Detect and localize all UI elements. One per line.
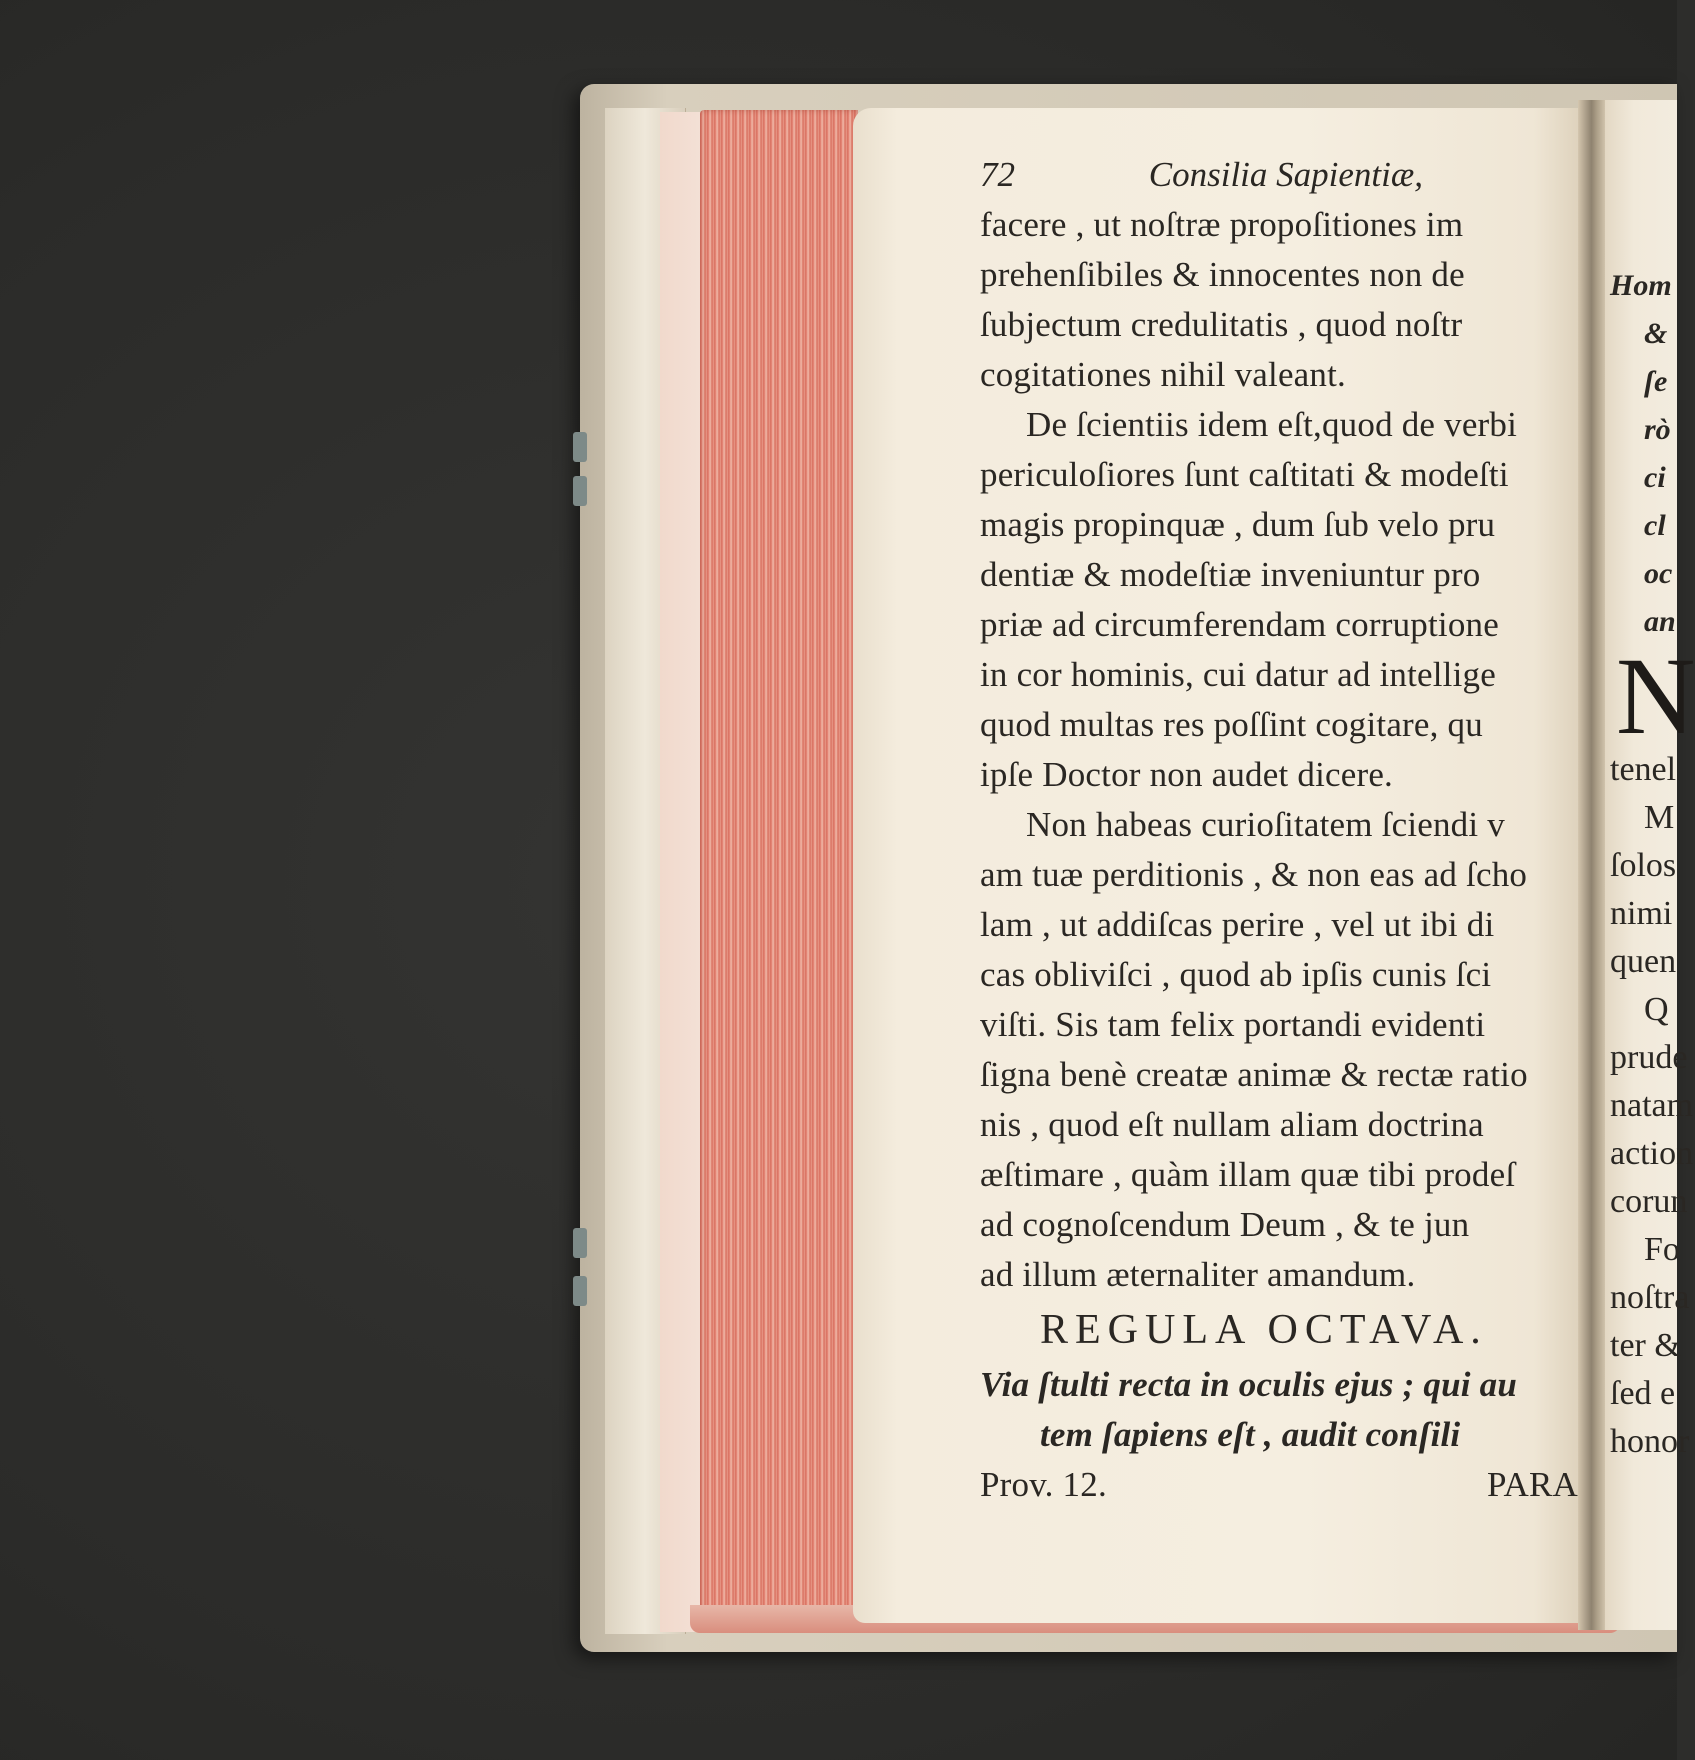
right-page-line: honor bbox=[1610, 1423, 1690, 1460]
right-page-line: Q bbox=[1644, 991, 1669, 1028]
bible-reference: Prov. 12. bbox=[980, 1465, 1107, 1504]
running-head bbox=[980, 150, 1578, 200]
catchword: PARA bbox=[1487, 1465, 1578, 1504]
right-page-line: Fo bbox=[1644, 1231, 1680, 1268]
text-line: periculoſiores ſunt caſtitati & modeſti bbox=[980, 455, 1509, 494]
right-page-line: ſe bbox=[1644, 365, 1668, 398]
red-page-edges bbox=[700, 110, 858, 1632]
text-line: De ſcientiis idem eſt,quod de verbi bbox=[1026, 405, 1518, 444]
text-line: ipſe Doctor non audet dicere. bbox=[980, 755, 1393, 794]
right-page-line: corun bbox=[1610, 1183, 1688, 1220]
right-page-line: rò bbox=[1644, 413, 1671, 446]
right-page-line: an bbox=[1644, 605, 1676, 638]
right-page-line: nimi bbox=[1610, 895, 1673, 932]
right-page-line: ſed e bbox=[1610, 1375, 1676, 1412]
section-heading: REGULA OCTAVA. bbox=[1040, 1307, 1488, 1353]
text-line: ad cognoſcendum Deum , & te jun bbox=[980, 1205, 1470, 1244]
clasp bbox=[573, 432, 587, 462]
text-line: dentiæ & modeſtiæ inveniuntur pro bbox=[980, 555, 1481, 594]
left-page-text bbox=[980, 150, 1578, 1510]
text-line: quod multas res poſſint cogitare, qu bbox=[980, 705, 1483, 744]
italic-quote-line: Via ſtulti recta in oculis ejus ; qui au bbox=[980, 1365, 1517, 1404]
page-footer bbox=[980, 1460, 1578, 1510]
text-line: cogitationes nihil valeant. bbox=[980, 355, 1346, 394]
right-page-line: cl bbox=[1644, 509, 1666, 542]
text-line: ſubjectum credulitatis , quod noſtr bbox=[980, 305, 1463, 344]
text-line: nis , quod eſt nullam aliam doctrina bbox=[980, 1105, 1484, 1144]
right-page-line: noſtra bbox=[1610, 1279, 1690, 1316]
text-line: æſtimare , quàm illam quæ tibi prodeſ bbox=[980, 1155, 1516, 1194]
text-line: ad illum æternaliter amandum. bbox=[980, 1255, 1416, 1294]
right-page-line: quen bbox=[1610, 943, 1677, 980]
clasp bbox=[573, 1228, 587, 1258]
text-line: facere , ut noſtræ propoſitiones im bbox=[980, 205, 1464, 244]
text-line: cas obliviſci , quod ab ipſis cunis ſci bbox=[980, 955, 1492, 994]
right-page-line: ſolos bbox=[1610, 847, 1677, 884]
right-page-line: ter & bbox=[1610, 1327, 1681, 1364]
text-line: ſigna benè creatæ animæ & rectæ ratio bbox=[980, 1055, 1528, 1094]
drop-capital: N bbox=[1616, 635, 1695, 757]
right-page-line: & bbox=[1644, 317, 1668, 350]
clasp bbox=[573, 476, 587, 506]
right-page-line: tenel bbox=[1610, 751, 1677, 788]
book-gutter bbox=[1578, 100, 1608, 1630]
text-line: lam , ut addiſcas perire , vel ut ibi di bbox=[980, 905, 1495, 944]
italic-quote-line: tem ſapiens eſt , audit conſili bbox=[1040, 1415, 1461, 1454]
right-page-line: prude bbox=[1610, 1039, 1688, 1076]
text-line: magis propinquæ , dum ſub velo pru bbox=[980, 505, 1496, 544]
right-page-line: Hom bbox=[1610, 269, 1672, 302]
text-line: prehenſibiles & innocentes non de bbox=[980, 255, 1465, 294]
right-page-line: oc bbox=[1644, 557, 1673, 590]
right-page-line: action bbox=[1610, 1135, 1694, 1172]
page-number: 72 bbox=[980, 155, 1015, 194]
right-page-line: ci bbox=[1644, 461, 1666, 494]
right-page-line: M bbox=[1644, 799, 1675, 836]
text-line: am tuæ perditionis , & non eas ad ſcho bbox=[980, 855, 1528, 894]
text-line: priæ ad circumferendam corruptione bbox=[980, 605, 1499, 644]
text-line: in cor hominis, cui datur ad intellige bbox=[980, 655, 1496, 694]
running-head-title: Consilia Sapientiæ, bbox=[1148, 155, 1423, 194]
text-line: Non habeas curioſitatem ſciendi v bbox=[1026, 805, 1505, 844]
right-page-text bbox=[1610, 262, 1695, 1466]
right-page-line: natam bbox=[1610, 1087, 1694, 1124]
clasp bbox=[573, 1276, 587, 1306]
text-line: viſti. Sis tam felix portandi evidenti bbox=[980, 1005, 1486, 1044]
